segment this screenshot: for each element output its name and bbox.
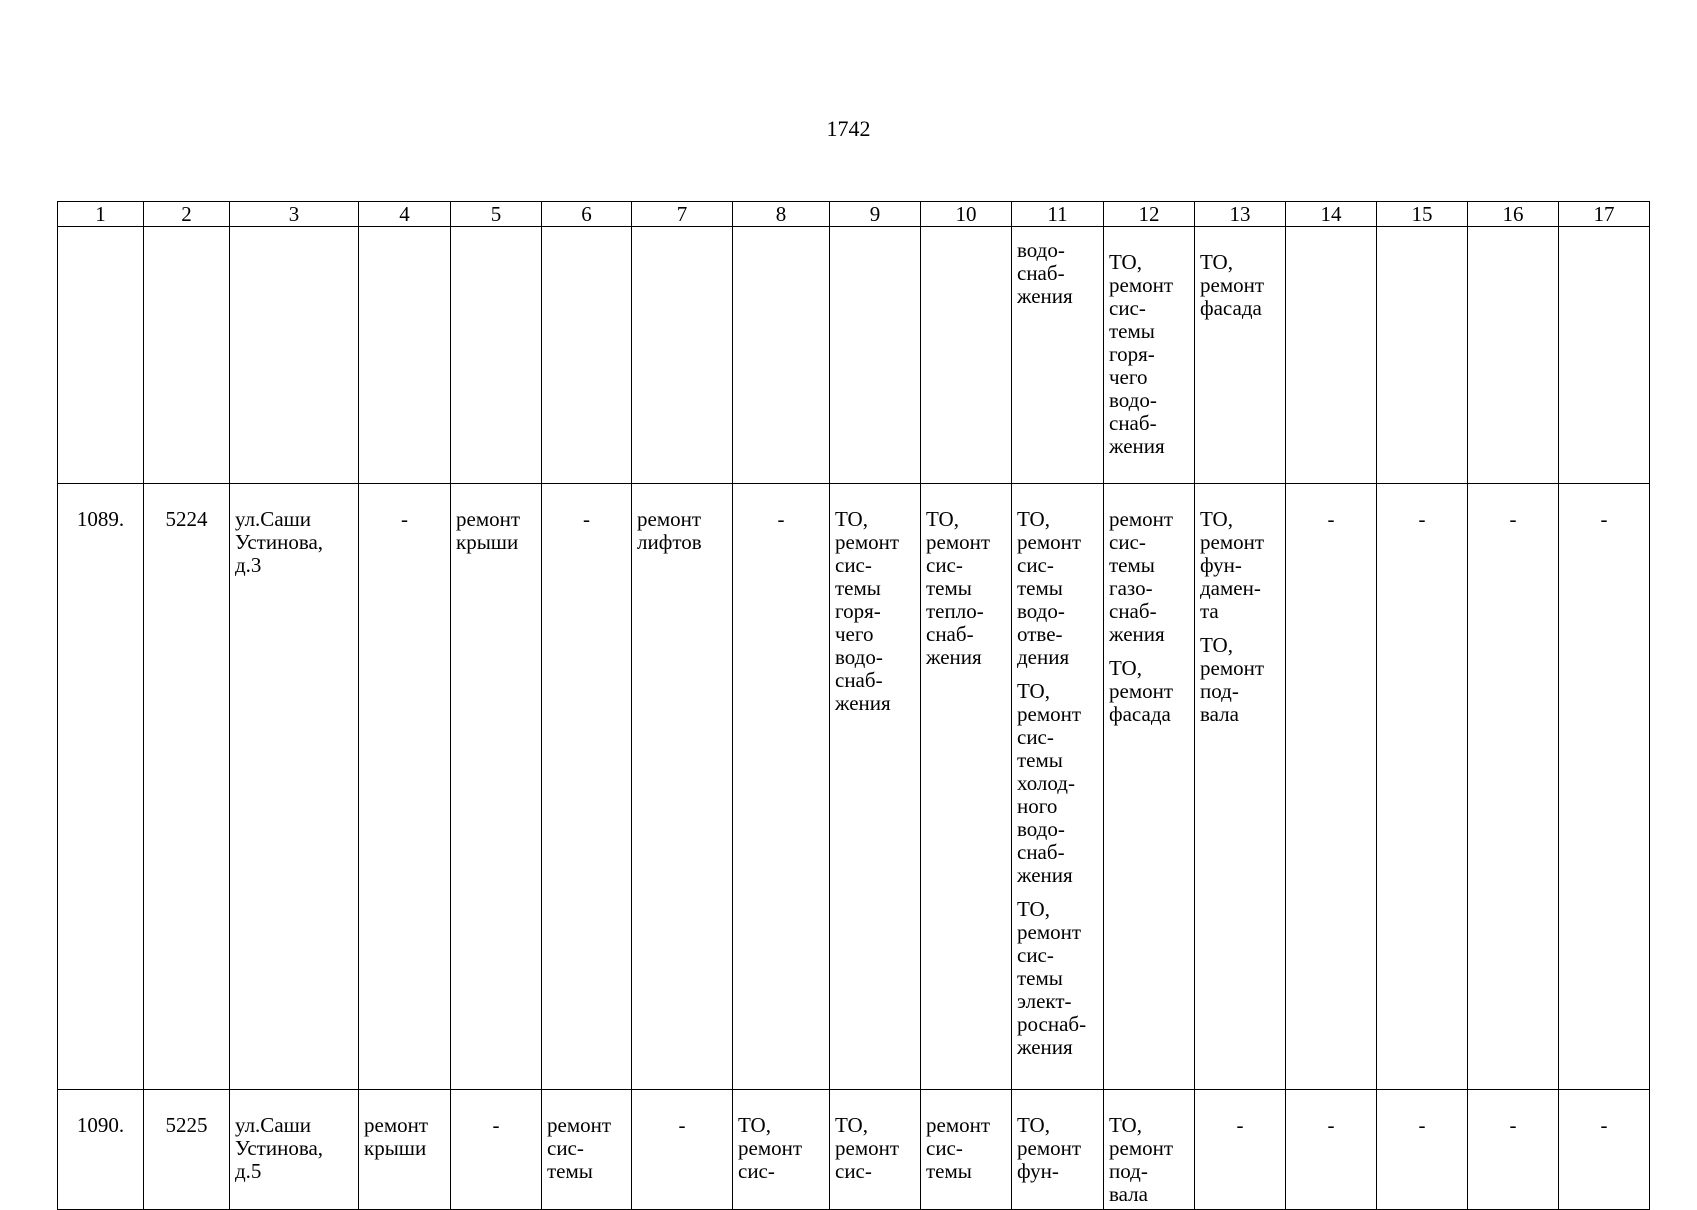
table-cell: - [1468, 1090, 1559, 1210]
cell-entry: ТО, ремонт сис- темы элект- роснаб- жения [1017, 897, 1087, 1059]
table-cell [733, 227, 830, 484]
table-cell [921, 227, 1012, 484]
table-cell: ТО, ремонт сис- темы тепло- снаб- жения [921, 484, 1012, 1090]
table-cell: ТО, ремонт сис- темы горя- чего водо- снаб- жения [1104, 227, 1195, 484]
table-cell: - [1286, 484, 1377, 1090]
column-header: 3 [230, 202, 359, 227]
column-header: 16 [1468, 202, 1559, 227]
table-cell: ТО, ремонт фасада [1195, 227, 1286, 484]
cell-entry: ТО, ремонт сис- темы холод- ного водо- снаб- жения [1017, 679, 1082, 887]
table-cell [542, 227, 632, 484]
column-number-row [58, 202, 1650, 227]
address: ул.Саши Устинова, д.3 [230, 484, 359, 1090]
table-row [58, 1090, 1650, 1210]
table-cell [144, 227, 230, 484]
table-cell: - [1286, 1090, 1377, 1210]
table-cell: ТО, ремонт сис- [733, 1090, 830, 1210]
column-header: 12 [1104, 202, 1195, 227]
column-header: 2 [144, 202, 230, 227]
column-header: 15 [1377, 202, 1468, 227]
column-header: 5 [451, 202, 542, 227]
table-cell [58, 227, 144, 484]
object-code: 5225 [144, 1090, 230, 1210]
cell-entry: ремонт сис- темы газо- снаб- жения [1109, 507, 1174, 646]
row-number: 1089. [58, 484, 144, 1090]
table-row [58, 484, 1650, 1090]
table-cell [1012, 484, 1104, 1090]
table-cell: ремонт сис- темы [921, 1090, 1012, 1210]
table-cell: - [451, 1090, 542, 1210]
table-cell: - [359, 484, 451, 1090]
table-cell: - [632, 1090, 733, 1210]
table-cell: водо- снаб- жения [1012, 227, 1104, 484]
column-header: 17 [1559, 202, 1650, 227]
table-cell [1104, 484, 1195, 1090]
table-cell [632, 227, 733, 484]
column-header: 11 [1012, 202, 1104, 227]
table-cell: - [1468, 484, 1559, 1090]
table-cell [359, 227, 451, 484]
address: ул.Саши Устинова, д.5 [230, 1090, 359, 1210]
table-cell: - [1559, 484, 1650, 1090]
object-code: 5224 [144, 484, 230, 1090]
table-cell [451, 227, 542, 484]
table-cell [1286, 227, 1377, 484]
column-header: 14 [1286, 202, 1377, 227]
table-cell: - [1195, 1090, 1286, 1210]
table-cell: - [1377, 1090, 1468, 1210]
cell-entry: ТО, ремонт фун- дамен- та [1200, 507, 1265, 623]
table-cell [230, 227, 359, 484]
table-cell [830, 227, 921, 484]
table-cell: ТО, ремонт сис- темы горя- чего водо- снаб- жения [830, 484, 921, 1090]
table-cell: ТО, ремонт под- вала [1104, 1090, 1195, 1210]
column-header: 4 [359, 202, 451, 227]
cell-entry: ТО, ремонт сис- темы водо- отве- дения [1017, 507, 1082, 669]
column-header: 9 [830, 202, 921, 227]
table-cell: ремонт лифтов [632, 484, 733, 1090]
column-header: 7 [632, 202, 733, 227]
row-number: 1090. [58, 1090, 144, 1210]
column-header: 8 [733, 202, 830, 227]
table-cell: ремонт крыши [359, 1090, 451, 1210]
table-cell: - [1559, 1090, 1650, 1210]
table-cell: ТО, ремонт сис- [830, 1090, 921, 1210]
table-row-continuation [58, 227, 1650, 484]
table-cell [1195, 484, 1286, 1090]
column-header: 13 [1195, 202, 1286, 227]
column-header: 10 [921, 202, 1012, 227]
table-cell: - [1377, 484, 1468, 1090]
page-number: 1742 [826, 116, 871, 141]
column-header: 1 [58, 202, 144, 227]
table-cell: - [542, 484, 632, 1090]
table-cell: ТО, ремонт фун- [1012, 1090, 1104, 1210]
table-cell [1468, 227, 1559, 484]
cell-entry: ТО, ремонт фасада [1109, 656, 1174, 726]
table-cell: ремонт крыши [451, 484, 542, 1090]
cell-entry: ТО, ремонт под- вала [1200, 633, 1265, 726]
table-cell [1377, 227, 1468, 484]
table-cell [1559, 227, 1650, 484]
repair-schedule-table [57, 201, 1650, 1210]
column-header: 6 [542, 202, 632, 227]
table-cell: ремонт сис- темы [542, 1090, 632, 1210]
table-cell: - [733, 484, 830, 1090]
